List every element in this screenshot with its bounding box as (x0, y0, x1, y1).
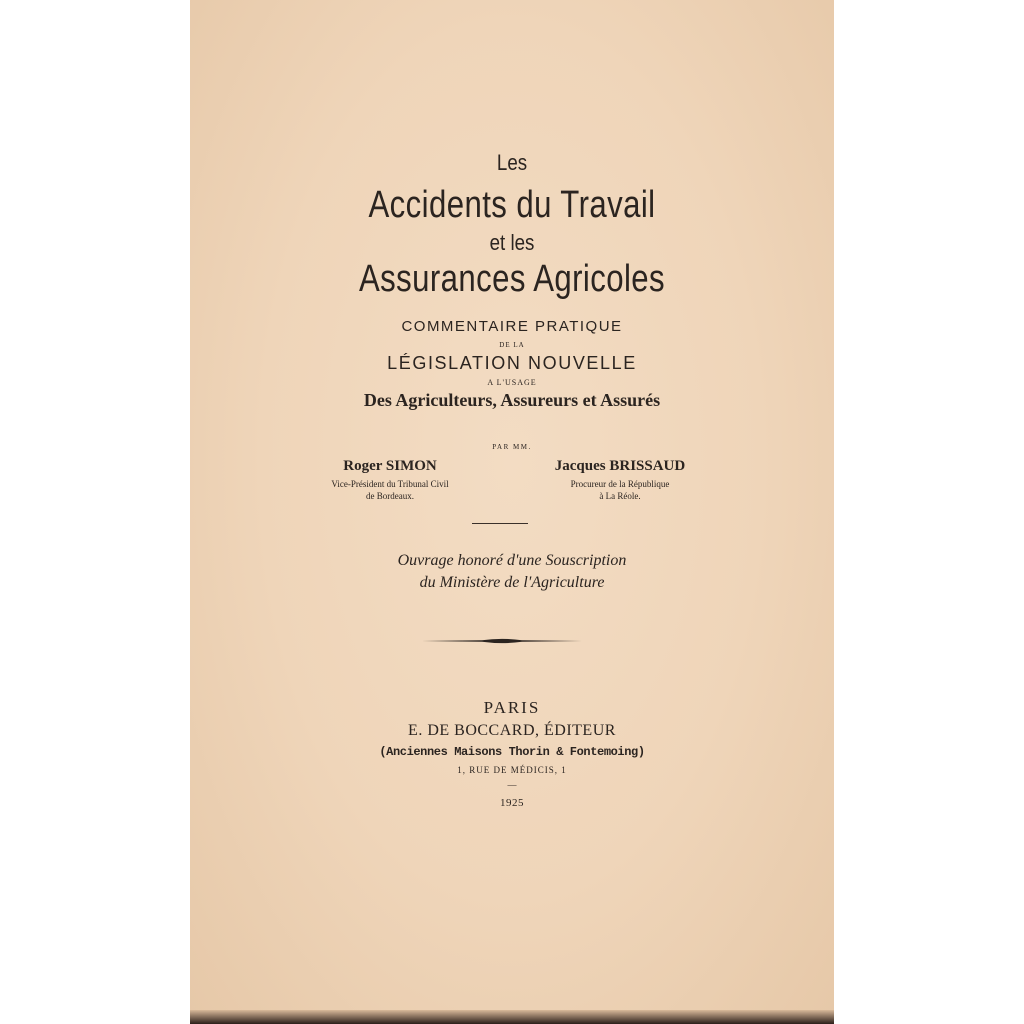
imprint-year: 1925 (500, 797, 524, 809)
title-les: Les (496, 150, 528, 175)
main-title-line-2: Assurances Agricoles (358, 258, 666, 300)
imprint-publisher-note: (Anciennes Maisons Thorin & Fontemoing) (379, 745, 645, 759)
ornamental-rule (422, 636, 582, 646)
imprint-publisher: E. DE BOCCARD, ÉDITEUR (408, 722, 616, 739)
author-role-line-2: de Bordeaux. (366, 491, 414, 501)
subtitle-a-lusage: A L'USAGE (487, 378, 537, 387)
author-role-line-1: Procureur de la République (570, 479, 670, 489)
imprint-address: 1, RUE DE MÉDICIS, 1 (457, 765, 567, 775)
imprint-dash: — (507, 780, 517, 790)
title-et-les: et les (489, 230, 535, 255)
subtitle-audience: Des Agriculteurs, Assureurs et Assurés (363, 390, 661, 410)
short-divider (472, 523, 528, 524)
author-role-line-2: à La Réole. (599, 491, 641, 501)
author-simon (290, 458, 490, 502)
author-name: Roger SIMON (343, 458, 437, 474)
title-page (190, 0, 834, 1024)
main-title-line-1: Accidents du Travail (368, 184, 656, 226)
author-brissaud (520, 458, 720, 502)
ouvrage-line-2: du Ministère de l'Agriculture (419, 574, 605, 591)
subtitle-legislation: LÉGISLATION NOUVELLE (387, 353, 637, 373)
page-bottom-edge (190, 1010, 834, 1024)
imprint-city: PARIS (483, 698, 541, 717)
author-role-line-1: Vice-Président du Tribunal Civil (331, 479, 449, 489)
author-name: Jacques BRISSAUD (554, 458, 686, 474)
subtitle-de-la: DE LA (499, 341, 525, 349)
ouvrage-line-1: Ouvrage honoré d'une Souscription (397, 552, 627, 569)
subtitle-commentaire: COMMENTAIRE PRATIQUE (401, 318, 623, 335)
authors-par: PAR MM. (492, 443, 532, 451)
